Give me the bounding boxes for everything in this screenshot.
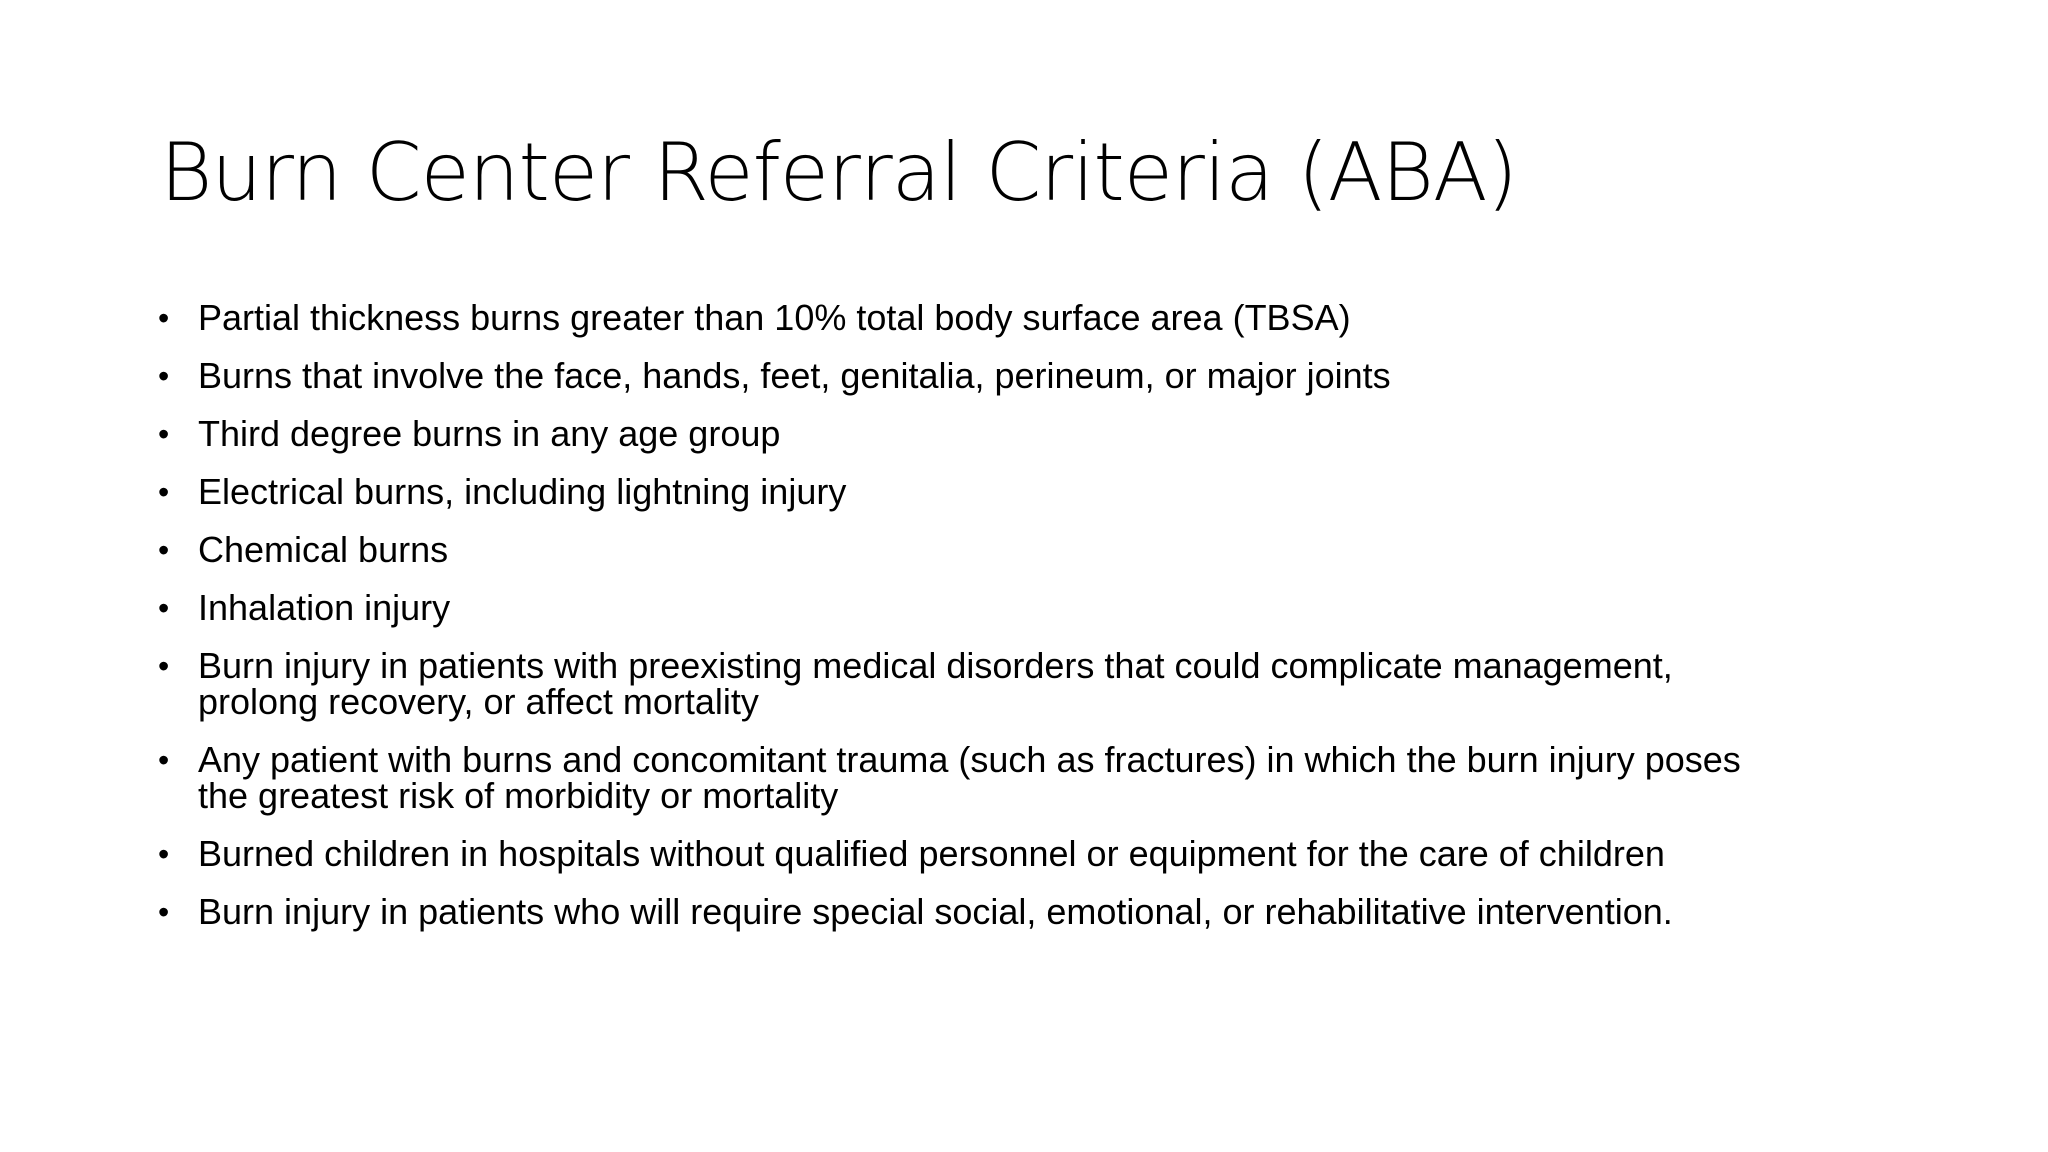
- bullet-icon: •: [158, 416, 170, 452]
- list-item: [158, 587, 1958, 628]
- bullet-icon: •: [158, 300, 170, 336]
- list-item: [158, 413, 1958, 454]
- list-item-text: Chemical burns: [198, 529, 449, 570]
- list-item-text: Electrical burns, including lightning injury: [198, 471, 847, 512]
- list-item-text: Any patient with burns and concomitant trauma (such as fractures) in which the burn injury poses the greatest risk of morbidity or mortality: [198, 739, 1741, 816]
- list-item: [158, 833, 1958, 874]
- list-item-text: Burns that involve the face, hands, feet, genitalia, perineum, or major joints: [198, 355, 1391, 396]
- bullet-icon: •: [158, 358, 170, 394]
- slide-title: Burn Center Referral Criteria (ABA): [160, 126, 1517, 219]
- bullet-icon: •: [158, 532, 170, 568]
- list-item-text: Burned children in hospitals without qualified personnel or equipment for the care of children: [198, 833, 1665, 874]
- list-item: [158, 355, 1958, 396]
- bullet-icon: •: [158, 836, 170, 872]
- list-item-text: Partial thickness burns greater than 10% total body surface area (TBSA): [198, 297, 1351, 338]
- list-item-text: Burn injury in patients with preexisting medical disorders that could complicate management, prolong recovery, or affect mortality: [198, 645, 1673, 722]
- list-item: [158, 739, 1958, 816]
- bullet-icon: •: [158, 648, 170, 684]
- list-item-text: Burn injury in patients who will require special social, emotional, or rehabilitative intervention.: [198, 891, 1673, 932]
- list-item: [158, 645, 1958, 722]
- list-item: [158, 529, 1958, 570]
- list-item-text: Inhalation injury: [198, 587, 451, 628]
- bullet-icon: •: [158, 474, 170, 510]
- bullet-icon: •: [158, 742, 170, 778]
- list-item: [158, 891, 1958, 932]
- bullet-icon: •: [158, 590, 170, 626]
- list-item-text: Third degree burns in any age group: [198, 413, 781, 454]
- bullet-list: [158, 297, 1958, 952]
- list-item: [158, 471, 1958, 512]
- bullet-icon: •: [158, 894, 170, 930]
- list-item: [158, 297, 1958, 338]
